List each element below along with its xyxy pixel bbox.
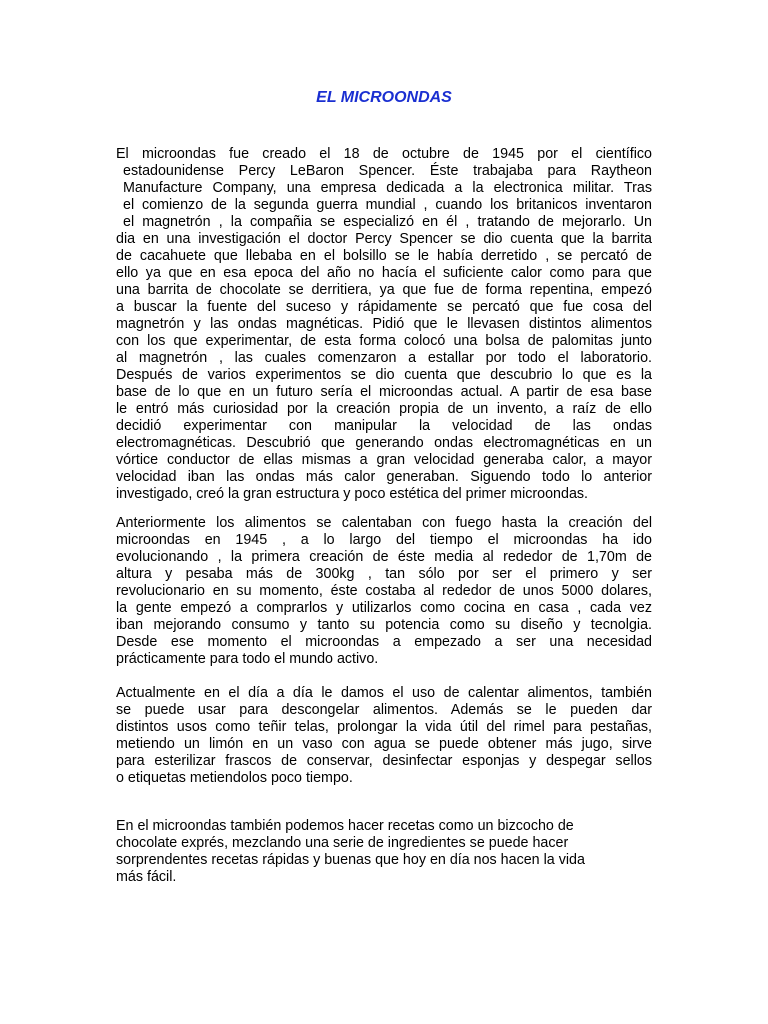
text-line: metiendo un limón en un vaso con agua se puede obtener más jugo, sirve (116, 736, 652, 752)
text-line: para esterilizar frascos de conservar, desinfectar esponjas y despegar sellos (116, 753, 652, 769)
text-line: chocolate exprés, mezclando una serie de ingredientes se puede hacer (116, 835, 569, 851)
text-line: estadounidense Percy LeBaron Spencer. Éste trabajaba para Raytheon (123, 163, 652, 179)
paragraph-evolution (116, 515, 652, 668)
text-line: vórtice conductor de ellas mismas a gran velocidad generaba calor, a mayor (116, 452, 652, 468)
text-line: velocidad iban las ondas más calor generaban. Siguendo todo lo anterior (116, 469, 652, 485)
text-line: al magnetrón , las cuales comenzaron a estallar por todo el laboratorio. (116, 350, 652, 366)
text-line: Anteriormente los alimentos se calentaban con fuego hasta la creación del (116, 515, 652, 531)
paragraph-uses (116, 685, 652, 787)
paragraph-history (116, 146, 652, 503)
text-line: le entró más curiosidad por la creación propia de un invento, a raíz de ello (116, 401, 652, 417)
text-line: la gente empezó a comprarlos y utilizarlos como cocina en casa , cada vez (116, 600, 652, 616)
text-line: Después de varios experimentos se dio cuenta que descubrio lo que es la (116, 367, 652, 383)
text-line: magnetrón y las ondas magnéticas. Pidió que le llevasen distintos alimentos (116, 316, 652, 332)
document-title: EL MICROONDAS (316, 89, 452, 106)
text-line: dia en una investigación el doctor Percy Spencer se dio cuenta que la barrita (116, 231, 652, 247)
text-line: sorprendentes recetas rápidas y buenas que hoy en día nos hacen la vida (116, 852, 585, 868)
text-line: electromagnéticas. Descubrió que generando ondas electromagnéticas en un (116, 435, 652, 451)
text-line: ello ya que en esa epoca del año no hacía el suficiente calor como para que (116, 265, 652, 281)
text-line: microondas en 1945 , a lo largo del tiempo el microondas ha ido (116, 532, 652, 548)
text-line: de cacahuete que llebaba en el bolsillo se le había derretido , se percató de (116, 248, 652, 264)
text-line: se puede usar para descongelar alimentos. Además se le pueden dar (116, 702, 652, 718)
text-line: investigado, creó la gran estructura y poco estética del primer microondas. (116, 486, 589, 502)
text-line: revolucionario en su momento, éste costaba al rededor de unos 5000 dolares, (116, 583, 652, 599)
text-line: o etiquetas metiendolos poco tiempo. (116, 770, 353, 786)
text-line: El microondas fue creado el 18 de octubre de 1945 por el científico (116, 146, 652, 162)
text-line: evolucionando , la primera creación de éste media al rededor de 1,70m de (116, 549, 652, 565)
text-line: Actualmente en el día a día le damos el uso de calentar alimentos, también (116, 685, 652, 701)
text-line: una barrita de chocolate se derritiera, ya que fue de forma repentina, empezó (116, 282, 652, 298)
text-line: prácticamente para todo el mundo activo. (116, 651, 379, 667)
text-line: a buscar la fuente del suceso y rápidamente se percató que fue cosa del (116, 299, 652, 315)
text-line: distintos usos como teñir telas, prolongar la vida útil del rimel para pestañas, (116, 719, 652, 735)
text-line: En el microondas también podemos hacer recetas como un bizcocho de (116, 818, 574, 834)
text-line: base de lo que en un futuro sería el microondas actual. A partir de esa base (116, 384, 652, 400)
text-line: con los que experimentar, de esta forma colocó una bolsa de palomitas junto (116, 333, 652, 349)
text-line: iban mejorando consumo y tanto su potencia como su diseño y tecnolgia. (116, 617, 652, 633)
text-line: el magnetrón , la compañia se especializó en él , tratando de mejorarlo. Un (123, 214, 652, 230)
paragraph-recipes (116, 818, 652, 886)
text-line: Manufacture Company, una empresa dedicada a la electronica militar. Tras (123, 180, 652, 196)
text-line: el comienzo de la segunda guerra mundial , cuando los britanicos inventaron (123, 197, 652, 213)
text-line: Desde ese momento el microondas a empezado a ser una necesidad (116, 634, 652, 650)
text-line: más fácil. (116, 869, 177, 885)
text-line: decidió experimentar con manipular la velocidad de las ondas (116, 418, 652, 434)
text-line: altura y pesaba más de 300kg , tan sólo por ser el primero y ser (116, 566, 652, 582)
